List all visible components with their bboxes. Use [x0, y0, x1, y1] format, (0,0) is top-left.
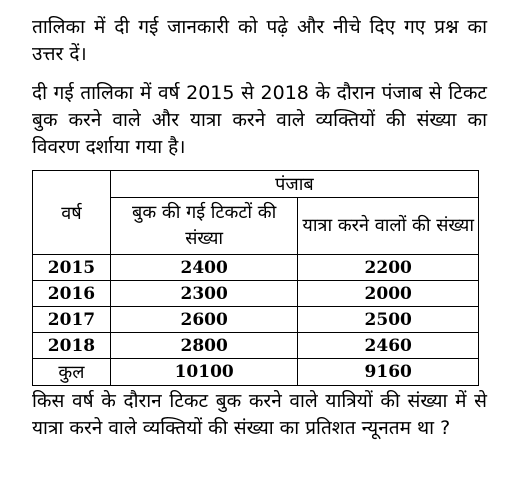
- booked-tickets-header: बुक की गई टिकटों की संख्या: [110, 198, 298, 255]
- total-booked-cell: 10100: [110, 359, 298, 386]
- table-row: [33, 333, 479, 359]
- year-cell: 2017: [33, 307, 111, 333]
- year-cell: 2016: [33, 281, 111, 307]
- booked-cell: 2600: [110, 307, 298, 333]
- year-cell: 2018: [33, 333, 111, 359]
- question-text: किस वर्ष के दौरान टिकट बुक करने वाले यात्रियों की संख्या में से यात्रा करने वाले व्यक्तियों की संख्या का प्रतिशत न्यूनतम था ?: [32, 390, 487, 439]
- total-travelled-cell: 9160: [298, 359, 479, 386]
- travellers-header: यात्रा करने वालों की संख्या: [298, 198, 479, 255]
- year-header: वर्ष: [33, 171, 111, 255]
- data-table: [32, 170, 479, 386]
- year-cell: 2015: [33, 255, 111, 281]
- travelled-cell: 2500: [298, 307, 479, 333]
- travelled-cell: 2460: [298, 333, 479, 359]
- table-row: [33, 255, 479, 281]
- table-row: [33, 281, 479, 307]
- table-row: [33, 307, 479, 333]
- total-row: [33, 359, 479, 386]
- table-header-row: [33, 171, 479, 198]
- total-label: कुल: [33, 359, 111, 386]
- travelled-cell: 2000: [298, 281, 479, 307]
- booked-cell: 2300: [110, 281, 298, 307]
- booked-cell: 2400: [110, 255, 298, 281]
- instructions-text: तालिका में दी गई जानकारी को पढ़े और नीचे दिए गए प्रश्न का उत्तर दें।: [32, 16, 487, 65]
- context-text: दी गई तालिका में वर्ष 2015 से 2018 के दौरान पंजाब से टिकट बुक करने वाले और यात्रा करने वाले व्यक्तियों की संख्या का विवरण दर्शाया गया है।: [32, 82, 487, 158]
- booked-cell: 2800: [110, 333, 298, 359]
- travelled-cell: 2200: [298, 255, 479, 281]
- group-header: पंजाब: [110, 171, 478, 198]
